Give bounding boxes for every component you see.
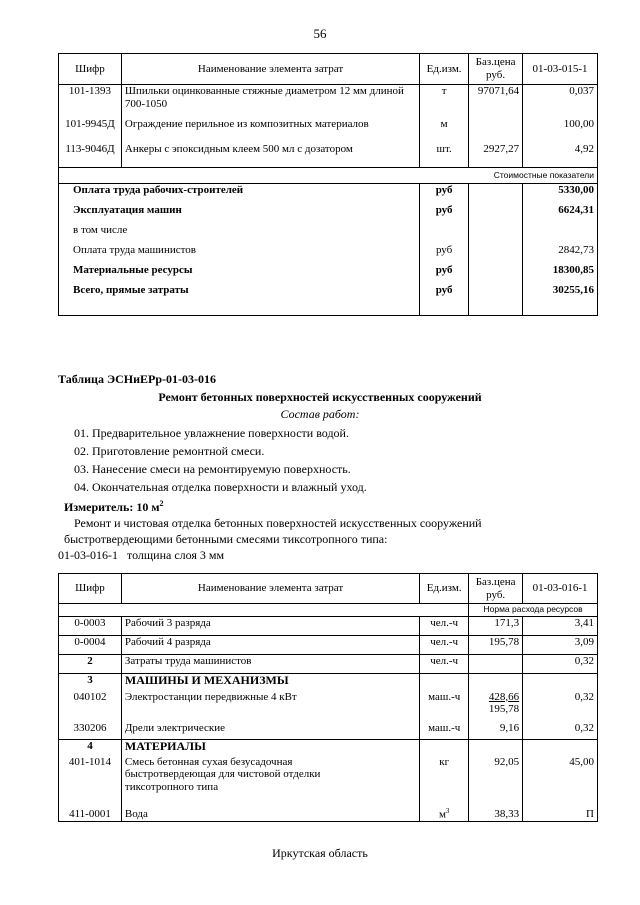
col-header-unit: Ед.изм. (420, 574, 469, 604)
row-value: 0,32 (523, 691, 598, 722)
col-header-item: 01-03-016-1 (523, 574, 598, 604)
row-value: 0,32 (523, 655, 598, 674)
table-row (59, 143, 598, 168)
row-code: 4 (59, 740, 122, 756)
table-row (59, 85, 598, 118)
col-header-code: Шифр (59, 574, 122, 604)
price-line: 195,78 (488, 703, 520, 716)
table-row (59, 804, 598, 822)
table-row (59, 118, 598, 143)
page-footer: Иркутская область (272, 846, 368, 860)
summary-value: 2842,73 (523, 244, 598, 264)
work-item: 04. Окончательная отделка поверхности и влажный уход. (74, 480, 367, 494)
col-header-name: Наименование элемента затрат (121, 574, 419, 604)
summary-value: 6624,31 (523, 204, 598, 224)
row-price (469, 655, 523, 674)
summary-name: Эксплуатация машин (59, 204, 420, 224)
group-row (59, 674, 598, 691)
summary-name: Материальные ресурсы (59, 264, 420, 284)
works-title: Состав работ: (280, 407, 360, 421)
table-header-row (59, 574, 598, 604)
row-price (469, 118, 523, 143)
table-row (59, 756, 598, 804)
row-price (469, 691, 523, 722)
row-name (121, 756, 419, 804)
page-number: 56 (313, 26, 327, 41)
row-unit: шт. (420, 143, 469, 168)
row-code: 040102 (59, 691, 122, 722)
name-line: тиксотропного типа (124, 780, 219, 793)
indicators-label: Стоимостные показатели (59, 168, 598, 184)
col-header-item: 01-03-015-1 (523, 54, 598, 85)
summary-name: в том числе (59, 224, 420, 244)
row-code: 2 (59, 655, 122, 674)
summary-value: 5330,00 (523, 184, 598, 204)
group-title: МАТЕРИАЛЫ (121, 740, 419, 756)
meter-sup: 2 (159, 499, 164, 508)
col-header-name: Наименование элемента затрат (121, 54, 419, 85)
group-title: МАШИНЫ И МЕХАНИЗМЫ (121, 674, 419, 691)
norm-row (59, 604, 598, 617)
row-unit: кг (420, 756, 469, 804)
price-line: 428,66 (488, 690, 520, 703)
row-price: 171,3 (469, 617, 523, 636)
summary-name: Всего, прямые затраты (59, 284, 420, 316)
row-unit: т (420, 85, 469, 118)
row-unit (420, 804, 469, 822)
col-header-code: Шифр (59, 54, 122, 85)
col-header-price: Баз.цена руб. (469, 574, 523, 604)
summary-row (59, 244, 598, 264)
row-price: 38,33 (469, 804, 523, 822)
summary-unit: руб (420, 204, 469, 224)
row-price: 195,78 (469, 636, 523, 655)
name-line: Смесь бетонная сухая безусадочная (124, 755, 293, 768)
summary-row (59, 284, 598, 316)
row-price: 92,05 (469, 756, 523, 804)
table-row (59, 691, 598, 722)
summary-row (59, 264, 598, 284)
summary-name: Оплата труда рабочих-строителей (59, 184, 420, 204)
row-value: 45,00 (523, 756, 598, 804)
item-code: 01-03-016-1 (58, 548, 118, 562)
group-row (59, 740, 598, 756)
row-name: Электростанции передвижные 4 кВт (121, 691, 419, 722)
row-price: 9,16 (469, 722, 523, 740)
table-row (59, 722, 598, 740)
norm-label: Норма расхода ресурсов (469, 604, 598, 617)
row-code: 101-9945Д (59, 118, 122, 143)
resources-table-016 (58, 573, 598, 822)
table-row (59, 655, 598, 674)
row-value: 3,41 (523, 617, 598, 636)
row-unit: маш.-ч (420, 722, 469, 740)
row-name: Рабочий 3 разряда (121, 617, 419, 636)
summary-unit: руб (420, 264, 469, 284)
row-code: 113-9046Д (59, 143, 122, 168)
row-code: 0-0003 (59, 617, 122, 636)
row-value: 4,92 (523, 143, 598, 168)
row-code: 330206 (59, 722, 122, 740)
summary-row (59, 204, 598, 224)
row-code: 401-1014 (59, 756, 122, 804)
row-unit: чел.-ч (420, 636, 469, 655)
description-line: Ремонт и чистовая отделка бетонных поверхностей искусственных сооружений (74, 516, 482, 530)
summary-unit: руб (420, 184, 469, 204)
col-header-price: Баз.цена руб. (469, 54, 523, 85)
row-value: 100,00 (523, 118, 598, 143)
description-line: быстротвердеющими бетонными смесями тиксотропного типа: (64, 532, 388, 546)
row-unit: м (420, 118, 469, 143)
row-name: Шпильки оцинкованные стяжные диаметром 12 мм длиной 700-1050 (121, 85, 419, 118)
unit-sup: 3 (445, 806, 450, 815)
item-line (58, 548, 224, 563)
row-price: 97071,64 (469, 85, 523, 118)
table-row (59, 636, 598, 655)
work-item: 02. Приготовление ремонтной смеси. (74, 444, 265, 458)
work-item: 03. Нанесение смеси на ремонтируемую поверхность. (74, 462, 351, 476)
summary-value: 18300,85 (523, 264, 598, 284)
item-desc: толщина слоя 3 мм (127, 548, 225, 562)
summary-unit: руб (420, 284, 469, 316)
row-name: Дрели электрические (121, 722, 419, 740)
table-row (59, 617, 598, 636)
row-name: Анкеры с эпоксидным клеем 500 мл с дозатором (121, 143, 419, 168)
summary-value: 30255,16 (523, 284, 598, 316)
row-value: 0,32 (523, 722, 598, 740)
row-code: 3 (59, 674, 122, 691)
row-code: 101-1393 (59, 85, 122, 118)
table-header-row (59, 54, 598, 85)
row-name: Затраты труда машинистов (121, 655, 419, 674)
row-code: 411-0001 (59, 804, 122, 822)
name-line: быстротвердеющая для чистовой отделки (124, 768, 321, 781)
row-price: 2927,27 (469, 143, 523, 168)
summary-row (59, 184, 598, 204)
summary-row (59, 224, 598, 244)
row-value: 0,037 (523, 85, 598, 118)
row-unit: маш.-ч (420, 691, 469, 722)
indicators-row (59, 168, 598, 184)
row-value: П (523, 804, 598, 822)
row-value: 3,09 (523, 636, 598, 655)
row-name: Ограждение перильное из композитных материалов (121, 118, 419, 143)
resources-table-015 (58, 53, 598, 316)
unit-text: м (438, 808, 446, 821)
summary-unit: руб (420, 244, 469, 264)
table-title: Таблица ЭСНиЕРр-01-03-016 (58, 372, 217, 386)
col-header-unit: Ед.изм. (420, 54, 469, 85)
section-subtitle: Ремонт бетонных поверхностей искусственных сооружений (158, 390, 482, 404)
work-item: 01. Предварительное увлажнение поверхности водой. (74, 426, 349, 440)
row-unit: чел.-ч (420, 655, 469, 674)
row-name: Вода (121, 804, 419, 822)
summary-name: Оплата труда машинистов (59, 244, 420, 264)
meter-text: Измеритель: 10 м (64, 500, 160, 514)
row-unit: чел.-ч (420, 617, 469, 636)
row-name: Рабочий 4 разряда (121, 636, 419, 655)
row-code: 0-0004 (59, 636, 122, 655)
meter-label (64, 499, 164, 515)
